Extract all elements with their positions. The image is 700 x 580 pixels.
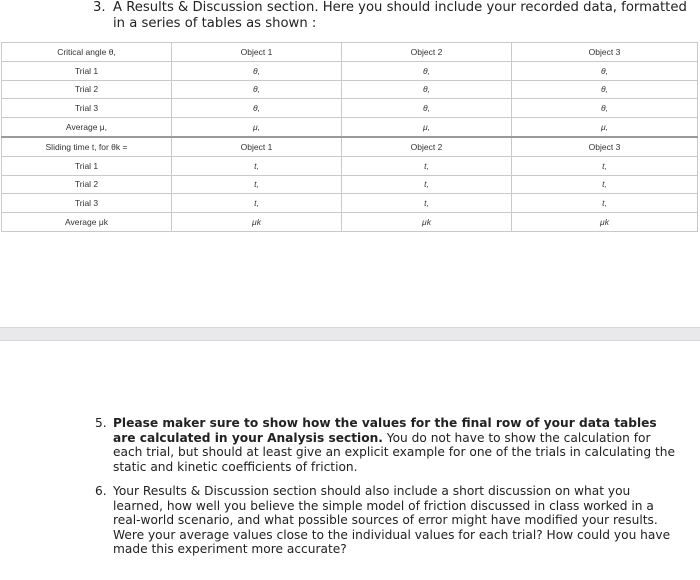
table-cell: μ,	[512, 118, 698, 137]
table-row	[2, 194, 698, 213]
table-cell: t,	[512, 156, 698, 175]
table-row	[2, 213, 698, 232]
table-cell: θ,	[512, 80, 698, 99]
table-cell: t,	[512, 194, 698, 213]
item-text	[113, 416, 683, 474]
table-cell: t,	[512, 175, 698, 194]
item-text: Your Results & Discussion section should also include a short discussion on what you learned, how well you believe the simple model of friction discussed in class worked in a real-world scenario, and what possible sources of error might have modified your results. Were your average values close to the individual values for each trial? How could you have made this experiment more accurate?	[113, 484, 671, 557]
row-label-cell: Average μk	[2, 213, 172, 232]
row-label-cell: Trial 3	[2, 99, 172, 118]
table-cell: t,	[342, 156, 512, 175]
item-body-text: You do not have to show the calculation for each trial, but should at least give an explicit example for one of the trials in calculating the static and kinetic coefficients of friction.	[113, 430, 675, 474]
table-row	[2, 99, 698, 118]
row-label-cell: Trial 1	[2, 61, 172, 80]
table-row	[2, 43, 698, 62]
table-cell: θ,	[172, 61, 342, 80]
table-cell: μk	[172, 213, 342, 232]
table-cell: μk	[512, 213, 698, 232]
row-label-cell: Trial 1	[2, 156, 172, 175]
row-label-cell: Average μ,	[2, 118, 172, 137]
table-cell: t,	[172, 156, 342, 175]
item-number: 6.	[95, 484, 107, 498]
row-label-cell: Critical angle θ,	[2, 43, 172, 62]
table-cell: t,	[342, 175, 512, 194]
table-row	[2, 80, 698, 99]
table-cell: Object 3	[512, 137, 698, 156]
table-cell: t,	[342, 194, 512, 213]
row-label-cell: Trial 3	[2, 194, 172, 213]
table-cell: Object 1	[172, 137, 342, 156]
table-cell: μk	[342, 213, 512, 232]
row-label-cell: Sliding time t, for θk =	[2, 137, 172, 156]
table-cell: μ,	[342, 118, 512, 137]
item-number: 5.	[95, 416, 107, 430]
table-cell: θ,	[172, 80, 342, 99]
item-number: 3.	[93, 0, 106, 15]
table-cell: θ,	[342, 99, 512, 118]
item-text: A Results & Discussion section. Here you should include your recorded data, formatted in a series of tables as shown :	[113, 0, 687, 31]
table-row	[2, 137, 698, 156]
table-cell: Object 3	[512, 43, 698, 62]
item-bold-text: Please maker sure to show how the values for the final row of your data tables are calculated in your Analysis section.	[113, 416, 657, 445]
row-label-cell: Trial 2	[2, 80, 172, 99]
table-cell: θ,	[342, 61, 512, 80]
table-cell: θ,	[342, 80, 512, 99]
table-cell: θ,	[512, 99, 698, 118]
page-divider	[0, 327, 700, 341]
table-cell: Object 2	[342, 43, 512, 62]
table-cell: Object 2	[342, 137, 512, 156]
table-cell: μ,	[172, 118, 342, 137]
table-row	[2, 61, 698, 80]
table-cell: Object 1	[172, 43, 342, 62]
table-cell: θ,	[172, 99, 342, 118]
table-row	[2, 118, 698, 137]
table-cell: θ,	[512, 61, 698, 80]
table-cell: t,	[172, 194, 342, 213]
table-row	[2, 175, 698, 194]
data-table	[1, 42, 698, 232]
row-label-cell: Trial 2	[2, 175, 172, 194]
table-row	[2, 156, 698, 175]
table-cell: t,	[172, 175, 342, 194]
